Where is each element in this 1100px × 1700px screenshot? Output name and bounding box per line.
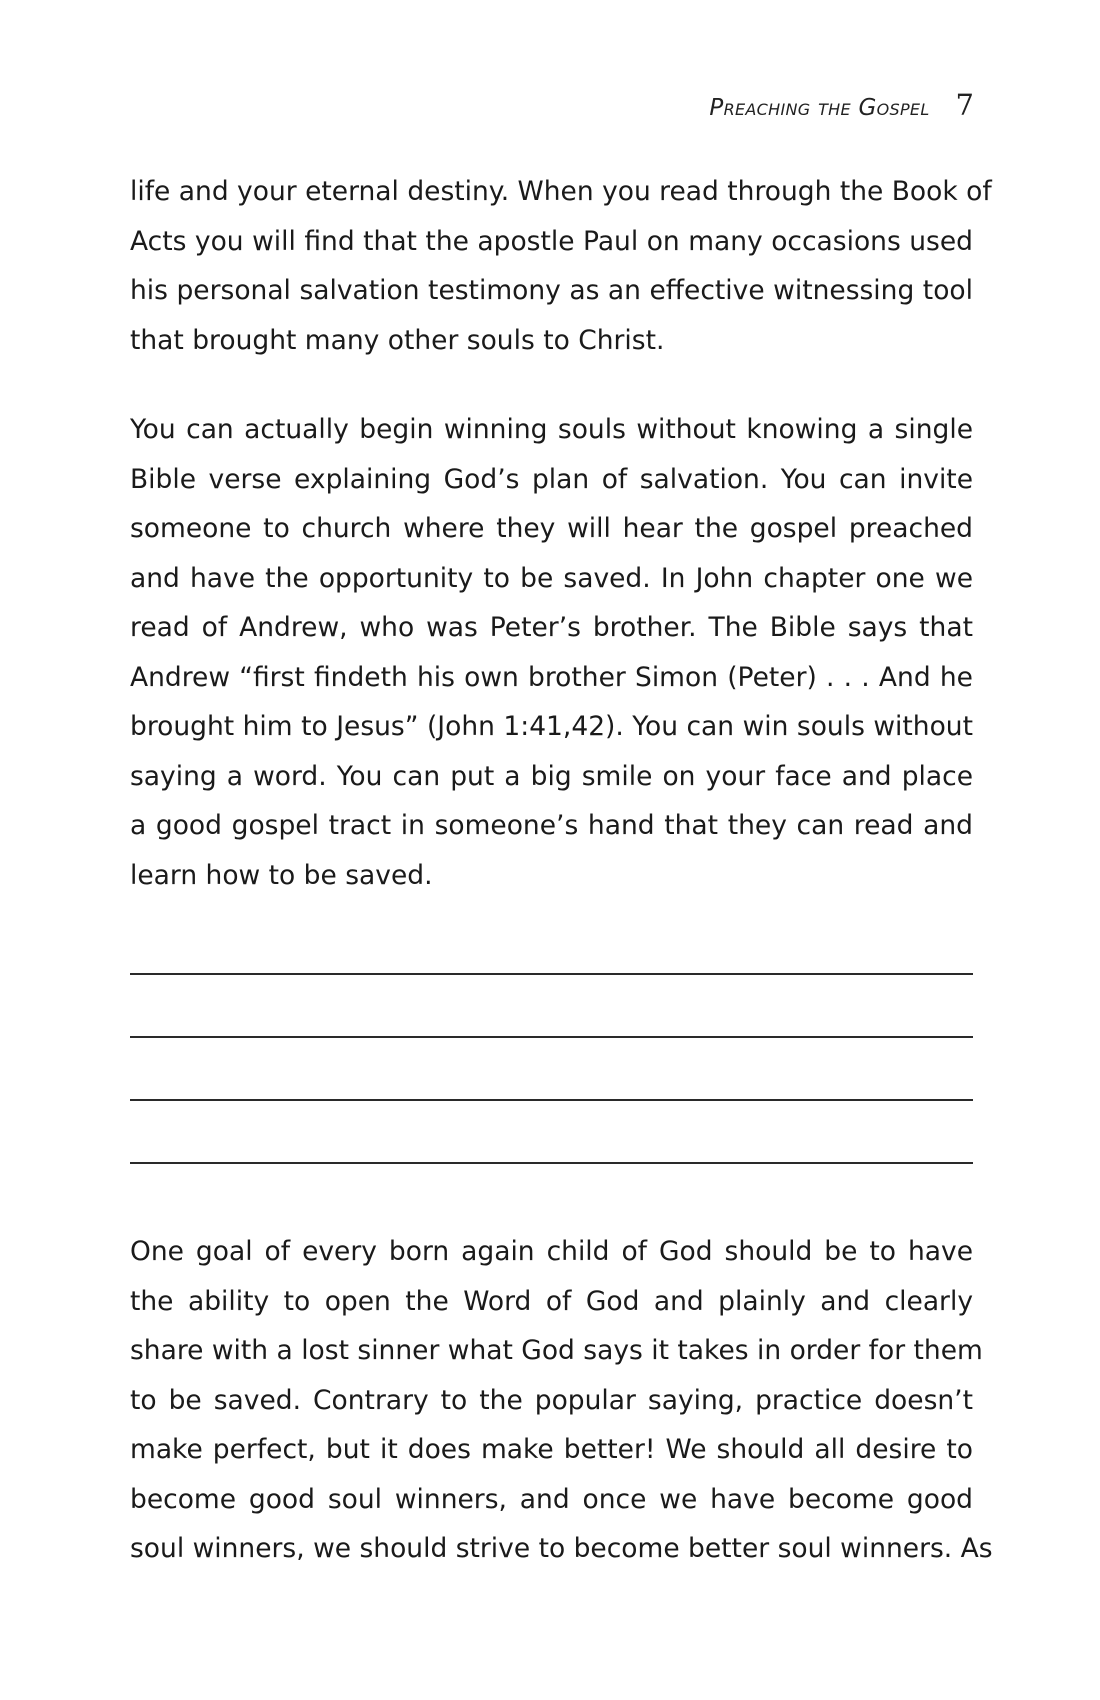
text-line: learn how to be saved. xyxy=(130,859,433,891)
running-title: Preaching the Gospel xyxy=(709,95,930,121)
running-head xyxy=(709,88,974,128)
paragraph-1 xyxy=(130,167,992,365)
text-line: saying a word. You can put a big smile on your face and place xyxy=(130,760,973,792)
text-line: life and your eternal destiny. When you read through the Book of xyxy=(130,176,992,207)
text-line: a good gospel tract in someone’s hand that they can read and xyxy=(130,810,973,841)
text-line: and have the opportunity to be saved. In John chapter one we xyxy=(130,562,973,594)
text-line: Bible verse explaining God’s plan of salvation. You can invite xyxy=(130,463,973,495)
blank-writing-line[interactable] xyxy=(130,1162,973,1164)
text-line: brought him to Jesus” (John 1:41,42). You can win souls without xyxy=(130,711,973,742)
text-line: someone to church where they will hear the gospel preached xyxy=(130,513,973,544)
text-line: Acts you will find that the apostle Paul on many occasions used xyxy=(130,225,973,257)
text-line: become good soul winners, and once we have become good xyxy=(130,1483,973,1515)
text-line: share with a lost sinner what God says it takes in order for them xyxy=(130,1335,983,1366)
blank-writing-line[interactable] xyxy=(130,973,973,975)
page-number: 7 xyxy=(955,88,974,122)
text-line: to be saved. Contrary to the popular saying, practice doesn’t xyxy=(130,1384,973,1416)
text-line: the ability to open the Word of God and plainly and clearly xyxy=(130,1285,973,1317)
text-line: make perfect, but it does make better! We should all desire to xyxy=(130,1434,973,1465)
text-line: his personal salvation testimony as an effective witnessing tool xyxy=(130,275,973,306)
paragraph-2 xyxy=(130,405,973,900)
blank-writing-line[interactable] xyxy=(130,1036,973,1038)
text-line: soul winners, we should strive to become better soul winners. As xyxy=(130,1533,993,1564)
text-line: that brought many other souls to Christ. xyxy=(130,324,665,356)
blank-writing-line[interactable] xyxy=(130,1099,973,1101)
text-line: You can actually begin winning souls without knowing a single xyxy=(130,414,973,445)
text-line: One goal of every born again child of God should be to have xyxy=(130,1236,973,1267)
text-line: Andrew “first findeth his own brother Simon (Peter) . . . And he xyxy=(130,661,973,693)
text-line: read of Andrew, who was Peter’s brother. The Bible says that xyxy=(130,612,973,643)
notes-writing-lines[interactable] xyxy=(130,973,973,1225)
paragraph-3 xyxy=(130,1227,993,1574)
